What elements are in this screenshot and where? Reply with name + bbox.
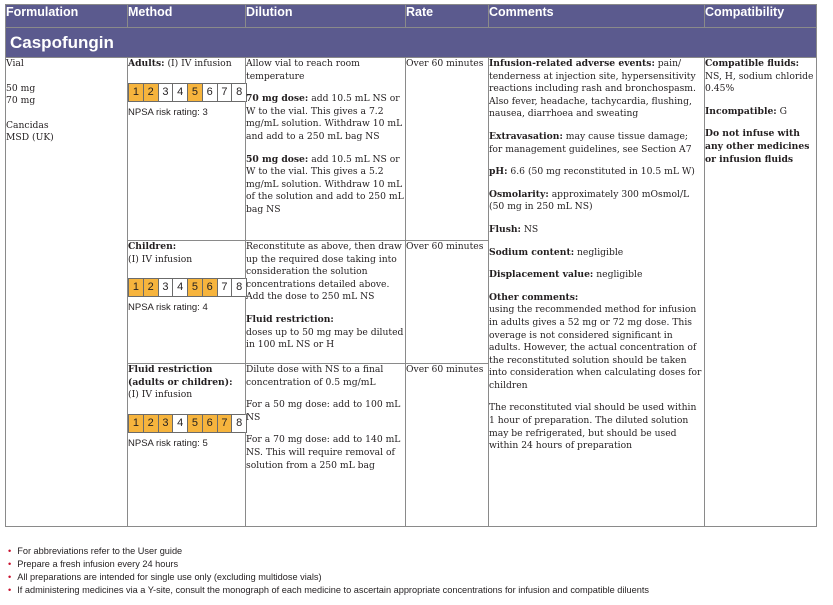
risk-rating-bar [128, 83, 247, 102]
rate-cell-children: Over 60 minutes [406, 241, 489, 364]
formulation-maker: MSD (UK) [6, 132, 54, 144]
risk-box: 2 [144, 279, 159, 296]
rate-cell-adults: Over 60 minutes [406, 58, 489, 241]
header-method: Method [128, 5, 246, 28]
npsa-risk-rating: NPSA risk rating: 5 [128, 437, 208, 449]
npsa-risk-rating: NPSA risk rating: 4 [128, 302, 208, 314]
formulation-brand: Cancidas [6, 119, 49, 131]
method-label: Fluid restriction (adults or children): [128, 364, 233, 388]
comment-para: Other comments: using the recommended method for infusion in adults gives a 52 mg or 72 mg dose. This overage is not considered significant in adults. However, the actual concentration of the reconstituted solution should be taken into consideration when calculating doses for children [489, 291, 702, 391]
formulation-strength-50: 50 mg [6, 82, 36, 94]
comment-para: Flush: NS [489, 223, 539, 235]
header-compatibility: Compatibility [705, 5, 817, 28]
risk-box: 7 [218, 415, 233, 432]
footnote: • Prepare a fresh infusion every 24 hours [8, 558, 649, 571]
method-cell-adults [128, 58, 246, 241]
dilution-para: For a 50 mg dose: add to 100 mL NS [246, 399, 401, 423]
footnote: • If administering medicines via a Y-site, consult the monograph of each medicine to ascertain appropriate concentrations for infusion and compatible diluents [8, 584, 649, 597]
risk-box: 5 [188, 84, 203, 101]
risk-box: 3 [159, 415, 174, 432]
dilution-para: Fluid restriction: doses up to 50 mg may be diluted in 100 mL NS or H [246, 313, 404, 351]
risk-box: 5 [188, 415, 203, 432]
header-comments: Comments [489, 5, 705, 28]
method-cell-children [128, 241, 246, 364]
compat-para: Incompatible: G [705, 105, 787, 117]
footnote: • All preparations are intended for single use only (excluding multidose vials) [8, 571, 649, 584]
method-cell-fluid-restriction [128, 364, 246, 527]
risk-box: 3 [159, 279, 174, 296]
rate-cell-fluid-restriction: Over 60 minutes [406, 364, 489, 527]
footnotes [8, 545, 649, 597]
dilution-para: Allow vial to reach room temperature [246, 58, 360, 82]
comment-para: pH: 6.6 (50 mg reconstituted in 10.5 mL W) [489, 166, 695, 178]
risk-box: 7 [218, 84, 233, 101]
risk-box: 6 [203, 84, 218, 101]
risk-rating-bar [128, 278, 247, 297]
dilution-cell-fluid-restriction [246, 364, 406, 527]
compat-para: Do not infuse with any other medicines or infusion fluids [705, 128, 810, 165]
risk-box: 4 [173, 415, 188, 432]
risk-box: 1 [129, 415, 144, 432]
risk-box: 1 [129, 84, 144, 101]
dilution-para: Reconstitute as above, then draw up the required dose taking into consideration the solution concentrations detailed above. Add the dose to 250 mL NS [246, 241, 402, 303]
method-label: Adults: [128, 58, 165, 69]
comment-para: Displacement value: negligible [489, 269, 643, 281]
dilution-para: 50 mg dose: add 10.5 mL NS or W to the vial. This gives a 5.2 mg/mL solution. Withdraw 10 mL of the solution and add to 250 mL bag NS [246, 153, 404, 215]
risk-box: 8 [232, 279, 246, 296]
dilution-para: For a 70 mg dose: add to 140 mL NS. This will require removal of solution from a 250 mL bag [246, 434, 401, 471]
risk-box: 2 [144, 84, 159, 101]
risk-box: 5 [188, 279, 203, 296]
monograph-table [5, 4, 817, 527]
method-label: Children: [128, 241, 177, 252]
risk-box: 2 [144, 415, 159, 432]
risk-box: 8 [232, 415, 246, 432]
dilution-para: 70 mg dose: add 10.5 mL NS or W to the vial. This gives a 7.2 mg/mL solution. Withdraw 10 mL and add to a 250 mL bag NS [246, 93, 403, 142]
comment-para: The reconstituted vial should be used within 1 hour of preparation. The diluted solution may be refrigerated, but should be used within 24 hours of preparation [489, 402, 697, 452]
risk-box: 8 [232, 84, 246, 101]
dilution-cell-children [246, 241, 406, 364]
compat-para: Compatible fluids: NS, H, sodium chloride 0.45% [705, 58, 814, 95]
formulation-cell [6, 58, 128, 527]
risk-box: 3 [159, 84, 174, 101]
comment-para: Sodium content: negligible [489, 246, 624, 258]
header-rate: Rate [406, 5, 489, 28]
risk-box: 4 [173, 279, 188, 296]
risk-box: 4 [173, 84, 188, 101]
risk-box: 7 [218, 279, 233, 296]
footnote: • For abbreviations refer to the User guide [8, 545, 649, 558]
risk-box: 6 [203, 279, 218, 296]
method-route: (I) IV infusion [128, 253, 193, 265]
comment-para: Extravasation: may cause tissue damage; for management guidelines, see Section A7 [489, 130, 692, 155]
comments-cell [489, 58, 705, 527]
formulation-form: Vial [6, 58, 24, 69]
dilution-cell-adults [246, 58, 406, 241]
header-formulation: Formulation [6, 5, 128, 28]
drug-name-banner: Caspofungin [6, 28, 817, 58]
formulation-strength-70: 70 mg [6, 95, 36, 107]
header-dilution: Dilution [246, 5, 406, 28]
risk-box: 6 [203, 415, 218, 432]
npsa-risk-rating: NPSA risk rating: 3 [128, 106, 208, 118]
compatibility-cell [705, 58, 817, 527]
comment-para: Infusion-related adverse events: pain/ tenderness at injection site, hypersensitivity reactions including rash and bronchospasm. Also fever, headache, tachycardia, flushing, nausea, diarrhoea and sweating [489, 58, 696, 120]
risk-box: 1 [129, 279, 144, 296]
risk-rating-bar [128, 414, 247, 433]
method-route: (I) IV infusion [164, 58, 232, 69]
comment-para: Osmolarity: approximately 300 mOsmol/L (50 mg in 250 mL NS) [489, 188, 690, 213]
dilution-para: Dilute dose with NS to a final concentration of 0.5 mg/mL [246, 364, 384, 388]
method-route: (I) IV infusion [128, 389, 193, 401]
